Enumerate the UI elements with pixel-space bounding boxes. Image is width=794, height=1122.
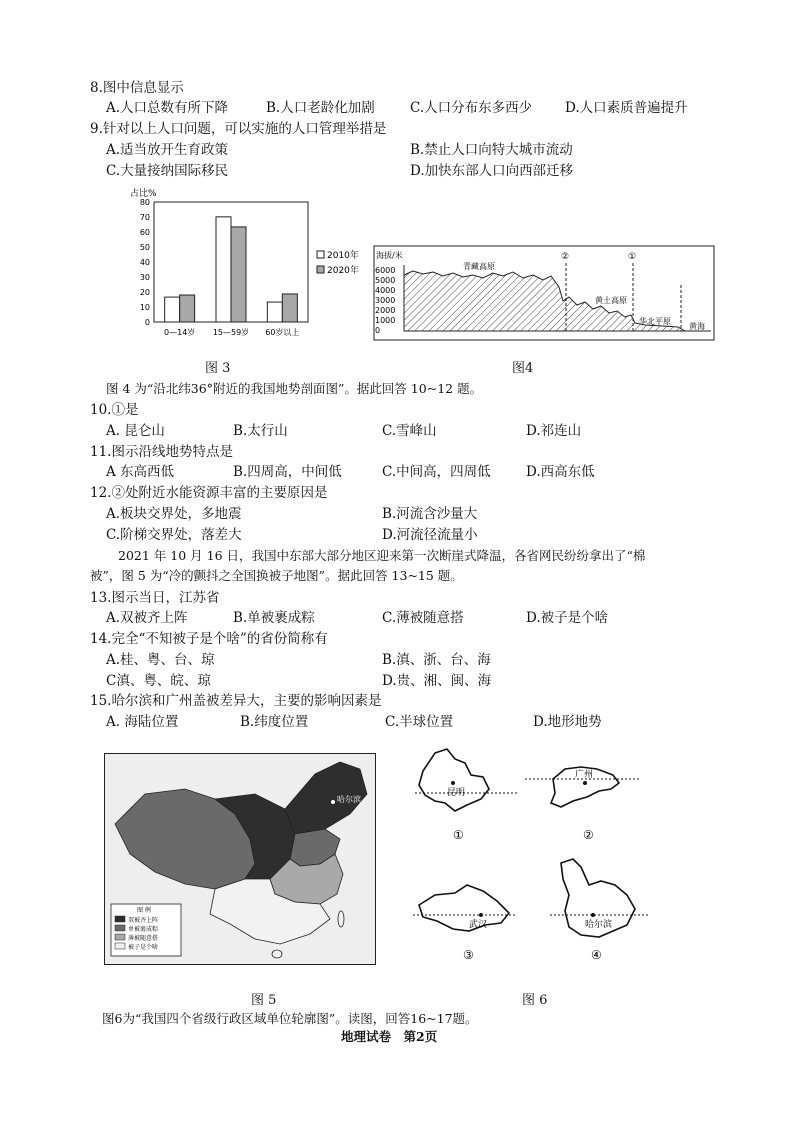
q8-option-a: A.人口总数有所下降 <box>106 100 229 116</box>
q15-option-a: A. 海陆位置 <box>106 714 179 730</box>
q10-stem: 10.①是 <box>90 402 139 418</box>
ytick-label-20: 20 <box>139 288 150 297</box>
outline-yunnan <box>419 749 489 811</box>
q11-stem: 11.图示沿线地势特点是 <box>90 444 233 460</box>
figure-3-bar-chart <box>118 184 381 344</box>
q15-option-d: D.地形地势 <box>533 714 602 730</box>
figure-6-province-outlines <box>405 745 665 970</box>
figure-5-china-map <box>104 753 376 965</box>
ytick-label-10: 10 <box>139 303 150 312</box>
legend-item-4: 被子是个啥 <box>128 944 159 951</box>
label-north-china-plain: 华北平原 <box>639 317 671 326</box>
q13-option-d: D.被子是个啥 <box>526 610 609 626</box>
q9-stem: 9.针对以上人口问题，可以实施的人口管理举措是 <box>90 121 387 137</box>
chart-bars <box>165 217 298 322</box>
q11-option-d: D.西高东低 <box>526 464 595 480</box>
q13-option-a: A.双被齐上阵 <box>106 610 188 626</box>
map-city-label: 哈尔滨 <box>337 795 361 804</box>
bar-0—14岁-2010年 <box>165 297 180 322</box>
ytick-4000: 4000 <box>375 286 396 295</box>
q14-option-a: A.桂、粤、台、琼 <box>106 652 215 668</box>
ytick-label-50: 50 <box>139 243 150 252</box>
bar-15—59岁-2020年 <box>231 227 246 322</box>
legend-item-3: 薄被随意搭 <box>128 935 159 942</box>
city-harbin: 哈尔滨 <box>585 920 613 930</box>
q8-option-b: B.人口老龄化加剧 <box>266 100 375 116</box>
city-kunming: 昆明 <box>447 788 466 798</box>
q15-option-c: C.半球位置 <box>385 714 454 730</box>
legend-swatch-4 <box>115 943 125 949</box>
q9-option-c: C.大量接纳国际移民 <box>106 163 229 179</box>
city-dot-wuhan <box>479 913 483 917</box>
bar-60岁以上-2020年 <box>282 294 297 322</box>
figure-4-terrain-profile <box>373 245 715 341</box>
ytick-3000: 3000 <box>375 296 396 305</box>
fig6-intro: 图6为“我国四个省级行政区域单位轮廓图”。读图，回答16~17题。 <box>102 1011 478 1026</box>
figure-5-caption: 图 5 <box>251 993 277 1008</box>
legend-swatch-2020 <box>317 266 324 273</box>
chart-xlabels <box>164 327 299 337</box>
map-city-dot <box>331 800 335 804</box>
chart-ylabel: 占比% <box>130 189 157 199</box>
label-yellow-sea: 黄海 <box>689 322 705 331</box>
outline-hubei <box>419 885 509 931</box>
q11-option-c: C.中间高，四周低 <box>382 464 491 480</box>
legend-swatch-2 <box>115 925 125 931</box>
legend-item-1: 双被齐上阵 <box>128 917 159 924</box>
map-hainan <box>272 950 282 958</box>
q15-stem: 15.哈尔滨和广州盖被差异大，主要的影响因素是 <box>90 693 382 709</box>
city-wuhan: 武汉 <box>469 920 488 930</box>
legend-label-2020: 2020年 <box>327 266 359 276</box>
fig4-intro: 图 4 为“沿北纬36°附近的我国地势剖面图”。据此回答 10~12 题。 <box>106 381 483 396</box>
city-dot-guangzhou <box>583 781 587 785</box>
q11-option-a: A 东高西低 <box>106 464 175 480</box>
outline-number-4: ④ <box>591 948 602 962</box>
q12-stem: 12.②处附近水能资源丰富的主要原因是 <box>90 485 328 501</box>
fig5-intro-line2: 被”，图 5 为“冷的颤抖之全国换被子地图”。据此回答 13~15 题。 <box>90 568 463 583</box>
outline-number-1: ① <box>453 828 464 842</box>
figure-3-caption: 图 3 <box>205 361 231 376</box>
city-dot-kunming <box>451 781 455 785</box>
q8-option-c: C.人口分布东多西少 <box>410 100 533 116</box>
xtick-label-2: 60岁以上 <box>265 328 300 337</box>
q14-option-b: B.滇、浙、台、海 <box>382 652 491 668</box>
legend-swatch-2010 <box>317 251 324 258</box>
ytick-1000: 1000 <box>375 316 396 325</box>
profile-ylabel: 海拔/米 <box>376 251 403 260</box>
map-taiwan <box>338 911 344 927</box>
fig5-intro-line1: 2021 年 10 月 16 日，我国中东部大部分地区迎来第一次断崖式降温，各省网民纷纷拿出了“棉 <box>118 548 646 563</box>
q14-stem: 14.完全“不知被子是个啥”的省份简称有 <box>90 631 328 647</box>
q10-option-c: C.雪峰山 <box>382 423 437 439</box>
label-loess-plateau: 黄土高原 <box>595 296 627 305</box>
marker-2: ② <box>561 252 570 262</box>
q8-stem: 8.图中信息显示 <box>90 80 184 96</box>
chart-yticks <box>140 198 150 327</box>
ytick-label-40: 40 <box>139 258 150 267</box>
q15-option-b: B.纬度位置 <box>240 714 309 730</box>
page-footer: 地理试卷 第2页 <box>341 1029 438 1044</box>
q11-option-b: B.四周高，中间低 <box>233 464 342 480</box>
legend-swatch-1 <box>115 916 125 922</box>
ytick-5000: 5000 <box>375 276 396 285</box>
ytick-label-60: 60 <box>139 228 150 237</box>
xtick-label-0: 0—14岁 <box>164 328 196 337</box>
q8-option-d: D.人口素质普遍提升 <box>565 100 688 116</box>
q10-option-b: B.太行山 <box>233 423 288 439</box>
legend-label-2010: 2010年 <box>327 251 359 261</box>
q9-option-d: D.加快东部人口向西部迁移 <box>410 163 574 179</box>
q9-option-a: A.适当放开生育政策 <box>106 142 229 158</box>
profile-yticks <box>375 266 395 335</box>
map-legend-title: 图 例 <box>137 907 151 914</box>
q13-option-b: B.单被裹成粽 <box>233 610 315 626</box>
city-guangzhou: 广州 <box>575 770 594 780</box>
q14-option-d: D.贵、湘、闽、海 <box>382 673 492 689</box>
marker-1: ① <box>628 252 637 262</box>
outline-number-3: ③ <box>463 948 474 962</box>
q10-option-d: D.祁连山 <box>526 423 582 439</box>
ytick-label-0: 0 <box>144 318 150 327</box>
figure-4-caption: 图4 <box>512 361 534 376</box>
ytick-label-30: 30 <box>139 273 150 282</box>
legend-item-2: 单被裹成粽 <box>128 926 159 933</box>
ytick-label-80: 80 <box>139 198 150 207</box>
ytick-label-70: 70 <box>139 213 150 222</box>
q13-stem: 13.图示当日，江苏省 <box>90 590 220 606</box>
ytick-0: 0 <box>375 326 381 335</box>
label-qingzang-plateau: 青藏高原 <box>463 262 495 271</box>
legend-swatch-3 <box>115 934 125 940</box>
bar-60岁以上-2010年 <box>267 302 282 322</box>
ytick-6000: 6000 <box>375 266 396 275</box>
q12-option-b: B.河流含沙量大 <box>382 506 478 522</box>
xtick-label-1: 15—59岁 <box>212 328 250 337</box>
q9-option-b: B.禁止人口向特大城市流动 <box>410 142 573 158</box>
q12-option-a: A.板块交界处，多地震 <box>106 506 242 522</box>
ytick-2000: 2000 <box>375 306 396 315</box>
figure-6-caption: 图 6 <box>522 993 548 1008</box>
q14-option-c: C滇、粤、皖、琼 <box>106 673 211 689</box>
outline-number-2: ② <box>583 828 594 842</box>
q10-option-a: A. 昆仑山 <box>106 423 165 439</box>
bar-15—59岁-2010年 <box>216 217 231 322</box>
q12-option-c: C.阶梯交界处，落差大 <box>106 527 242 543</box>
bar-0—14岁-2020年 <box>180 295 195 322</box>
q12-option-d: D.河流径流量小 <box>382 527 478 543</box>
city-dot-harbin <box>591 913 595 917</box>
q13-option-c: C.薄被随意搭 <box>382 610 464 626</box>
